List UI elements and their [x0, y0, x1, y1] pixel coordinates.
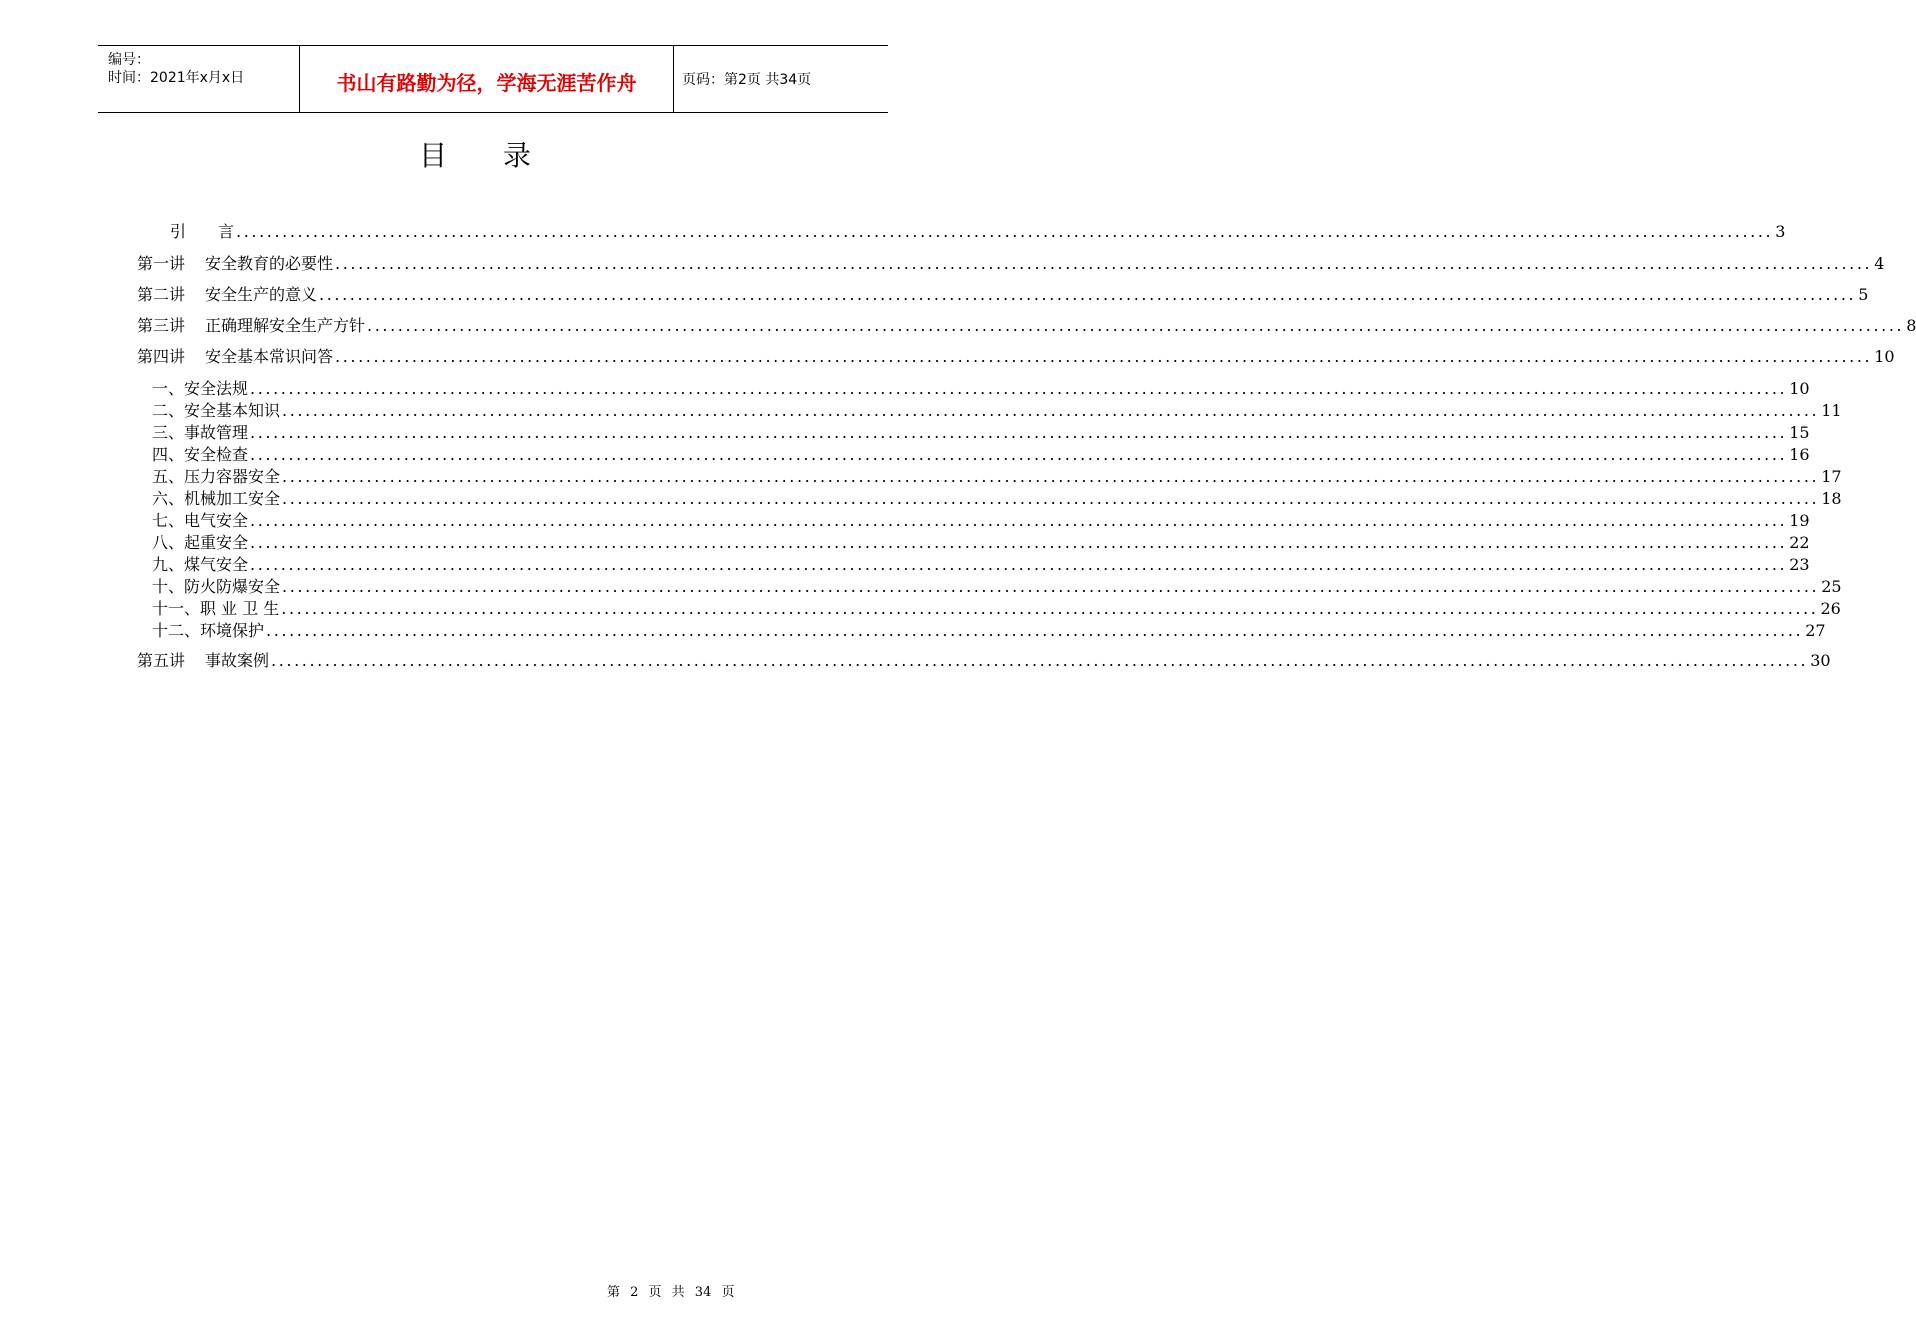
toc-entry[interactable] [137, 316, 1916, 336]
toc-entry-title: 十二、环境保护 [152, 621, 265, 640]
toc-entry-page: 18 [1821, 489, 1842, 508]
toc-entry-page: 17 [1821, 467, 1842, 486]
toc-leader-dots: ........................................................................................................................................................................................................ [282, 577, 1820, 596]
toc-entry-label [152, 401, 280, 421]
toc-entry-label [152, 423, 248, 443]
toc-entry-page: 10 [1789, 379, 1810, 398]
toc-entry-label [170, 222, 234, 242]
toc-entry-number: 第二讲 [137, 285, 186, 304]
header-meta [98, 46, 300, 112]
toc-leader-dots: ........................................................................................................................................................................................................ [281, 599, 1819, 618]
toc-entry-number: 第三讲 [137, 316, 186, 335]
toc-entry-label [152, 489, 280, 509]
toc-entry-title: 安全基本常识问答 [205, 347, 334, 366]
toc-leader-dots: ........................................................................................................................................................................................................ [282, 401, 1820, 420]
toc-entry[interactable] [137, 347, 1895, 367]
toc-entry-number: 第四讲 [137, 347, 186, 366]
header-motto: 书山有路勤为径，学海无涯苦作舟 [300, 46, 674, 112]
toc-entry-page: 15 [1789, 423, 1810, 442]
toc-entry-page: 8 [1906, 316, 1916, 335]
toc-entry-label [152, 599, 279, 619]
toc-entry-label [152, 445, 248, 465]
document-date: 时间：2021年x月x日 [108, 70, 245, 86]
toc-entry-label [137, 285, 317, 305]
toc-entry-title: 三、事故管理 [152, 423, 249, 442]
toc-leader-dots: ........................................................................................................................................................................................................ [282, 489, 1820, 508]
header-page-info: 页码：第2页 共34页 [682, 72, 812, 88]
toc-entry-label [137, 651, 269, 671]
toc-entry[interactable] [152, 599, 1841, 619]
toc-entry-page: 19 [1789, 511, 1810, 530]
toc-entry-title: 五、压力容器安全 [152, 467, 281, 486]
toc-entry-page: 22 [1789, 533, 1810, 552]
toc-entry-label [152, 621, 264, 641]
toc-leader-dots: ........................................................................................................................................................................................................ [282, 467, 1820, 486]
toc-entry-page: 30 [1810, 651, 1831, 670]
toc-entry[interactable] [152, 621, 1826, 641]
toc-leader-dots: ........................................................................................................................................................................................................ [236, 222, 1774, 241]
toc-entry-label [137, 347, 333, 367]
toc-leader-dots: ........................................................................................................................................................................................................ [250, 533, 1788, 552]
toc-leader-dots: ........................................................................................................................................................................................................ [335, 347, 1873, 366]
toc-entry-page: 11 [1821, 401, 1842, 420]
toc-leader-dots: ........................................................................................................................................................................................................ [250, 423, 1788, 442]
toc-entry-title: 四、安全检查 [152, 445, 249, 464]
toc-entry-title: 七、电气安全 [152, 511, 249, 530]
toc-entry[interactable] [152, 423, 1810, 443]
toc-entry-title: 九、煤气安全 [152, 555, 249, 574]
toc-entry-title: 事故案例 [205, 651, 270, 670]
toc-entry[interactable] [152, 489, 1842, 509]
toc-leader-dots: ........................................................................................................................................................................................................ [250, 445, 1788, 464]
toc-entry-label [152, 555, 248, 575]
page-footer: 第 2 页 共 34 页 [607, 1285, 735, 1300]
toc-entry[interactable] [152, 467, 1842, 487]
toc-entry-title: 安全生产的意义 [205, 285, 318, 304]
toc-entry-number: 第一讲 [137, 254, 186, 273]
toc-entry-page: 16 [1789, 445, 1810, 464]
toc-entry-label [152, 511, 248, 531]
toc-entry-page: 5 [1858, 285, 1869, 304]
toc-entry[interactable] [170, 222, 1786, 242]
toc-entry-label [137, 254, 333, 274]
toc-entry-title: 十一、职 业 卫 生 [152, 599, 280, 618]
toc-entry[interactable] [137, 285, 1869, 305]
toc-entry-title: 引 言 [170, 222, 235, 241]
toc-entry[interactable] [152, 577, 1842, 597]
toc-entry-title: 二、安全基本知识 [152, 401, 281, 420]
toc-entry-title: 安全教育的必要性 [205, 254, 334, 273]
toc-entry[interactable] [137, 254, 1885, 274]
toc-entry-number: 第五讲 [137, 651, 186, 670]
toc-entry-label [152, 577, 280, 597]
toc-entry-page: 25 [1821, 577, 1842, 596]
toc-entry-page: 4 [1874, 254, 1885, 273]
toc-leader-dots: ........................................................................................................................................................................................................ [250, 511, 1788, 530]
toc-entry-title: 六、机械加工安全 [152, 489, 281, 508]
toc-entry-page: 23 [1789, 555, 1810, 574]
toc-leader-dots: ........................................................................................................................................................................................................ [250, 555, 1788, 574]
toc-leader-dots: ........................................................................................................................................................................................................ [367, 316, 1905, 335]
toc-entry-page: 26 [1820, 599, 1841, 618]
toc-leader-dots: ........................................................................................................................................................................................................ [266, 621, 1804, 640]
toc-entry-page: 3 [1775, 222, 1786, 241]
toc-entry[interactable] [152, 511, 1810, 531]
toc-entry-label [152, 379, 248, 399]
toc-leader-dots: ........................................................................................................................................................................................................ [335, 254, 1873, 273]
toc-entry[interactable] [152, 445, 1810, 465]
toc-leader-dots: ........................................................................................................................................................................................................ [250, 379, 1788, 398]
toc-entry-title: 正确理解安全生产方针 [205, 316, 366, 335]
document-number: 编号： [108, 52, 150, 68]
page-header [98, 45, 888, 113]
toc-leader-dots: ........................................................................................................................................................................................................ [319, 285, 1857, 304]
page-title: 目录 [418, 139, 587, 172]
toc-entry-title: 八、起重安全 [152, 533, 249, 552]
toc-entry-label [152, 467, 280, 487]
toc-entry-label [152, 533, 248, 553]
toc-leader-dots: ........................................................................................................................................................................................................ [271, 651, 1809, 670]
toc-entry-label [137, 316, 365, 336]
toc-entry[interactable] [137, 651, 1831, 671]
toc-entry-page: 27 [1805, 621, 1826, 640]
toc-entry[interactable] [152, 379, 1810, 399]
toc-entry[interactable] [152, 533, 1810, 553]
toc-entry[interactable] [152, 555, 1810, 575]
toc-entry-title: 十、防火防爆安全 [152, 577, 281, 596]
toc-entry[interactable] [152, 401, 1842, 421]
toc-entry-page: 10 [1874, 347, 1895, 366]
toc-entry-title: 一、安全法规 [152, 379, 249, 398]
